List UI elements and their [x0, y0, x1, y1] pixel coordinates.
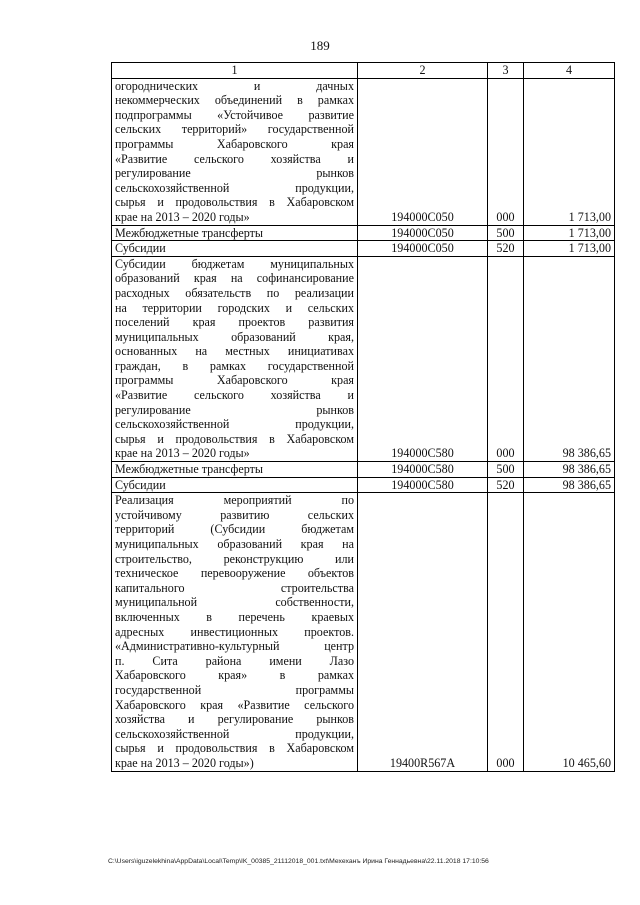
expense-name-line: на территории городских и сельских: [115, 300, 354, 315]
expense-name-line: сельскохозяйственной продукции,: [115, 417, 354, 432]
amount-cell: 1 713,00: [524, 225, 615, 241]
table-row: [112, 493, 615, 771]
expense-name-line: Межбюджетные трансферты: [115, 225, 264, 240]
table-row: [112, 462, 615, 478]
amount-cell: 98 386,65: [524, 462, 615, 478]
expense-name-line: граждан, в рамках государственной: [115, 358, 354, 373]
expense-name-line: Субсидии: [115, 241, 166, 256]
file-path-footer: C:\Users\iguzelekhina\AppData\Local\Temp\IK_00385_21112018_001.txt\Мехеханъ Ирина Геннадьевна\22.11.2018 17:10:56: [108, 858, 489, 865]
expense-name-line: Хабаровского края» в рамках: [115, 668, 354, 683]
expense-name-cell: [112, 225, 358, 241]
expense-name-line: Субсидии бюджетам муниципальных: [115, 256, 354, 271]
expense-name-line: подпрограммы «Устойчивое развитие: [115, 107, 354, 122]
expense-name-line: программы Хабаровского края: [115, 373, 354, 388]
expense-type-cell: 000: [488, 78, 524, 225]
expense-name-line: муниципальной собственности,: [115, 595, 354, 610]
column-header: 4: [524, 63, 615, 79]
target-article-cell: 19400R567A: [358, 493, 488, 771]
expense-name-line: крае на 2013 – 2020 годы»): [115, 755, 254, 770]
target-article-cell: 194000С050: [358, 241, 488, 257]
expense-type-cell: 000: [488, 493, 524, 771]
page-number: 189: [310, 38, 330, 53]
target-article-cell: 194000С580: [358, 477, 488, 493]
expense-name-cell: [112, 477, 358, 493]
expense-name-line: капитального строительства: [115, 580, 354, 595]
expense-name-line: «Развитие сельского хозяйства и: [115, 151, 354, 166]
amount-cell: 1 713,00: [524, 78, 615, 225]
expense-name-line: «Административно-культурный центр: [115, 639, 354, 654]
expense-name-line: сырья и продовольствия в Хабаровском: [115, 431, 354, 446]
table-row: [112, 241, 615, 257]
target-article-cell: 194000С050: [358, 78, 488, 225]
expense-name-line: строительство, реконструкцию или: [115, 551, 354, 566]
column-header: 2: [358, 63, 488, 79]
expense-name-line: техническое перевооружение объектов: [115, 566, 354, 581]
expense-type-cell: 500: [488, 225, 524, 241]
expense-name-line: основанных на местных инициативах: [115, 344, 354, 359]
expense-name-line: адресных инвестиционных проектов.: [115, 624, 354, 639]
expense-name-line: расходных обязательств по реализации: [115, 285, 354, 300]
expense-name-line: Хабаровского края «Развитие сельского: [115, 697, 354, 712]
expense-name-line: Субсидии: [115, 477, 166, 492]
expense-name-line: п. Сита района имени Лазо: [115, 653, 354, 668]
amount-cell: 1 713,00: [524, 241, 615, 257]
table-row: [112, 256, 615, 461]
expense-name-line: регулирование рынков: [115, 402, 354, 417]
expense-name-line: муниципальных образований края на: [115, 537, 354, 551]
expense-name-line: огороднических и дачных: [115, 78, 354, 93]
expense-name-line: крае на 2013 – 2020 годы»: [115, 446, 250, 461]
expense-type-cell: 500: [488, 462, 524, 478]
expense-name-line: муниципальных образований края,: [115, 329, 354, 344]
target-article-cell: 194000С580: [358, 462, 488, 478]
expense-name-line: «Развитие сельского хозяйства и: [115, 388, 354, 403]
expense-name-line: хозяйства и регулирование рынков: [115, 712, 354, 727]
expense-name-cell: [112, 256, 358, 461]
expense-name-cell: [112, 78, 358, 225]
expense-name-line: государственной программы: [115, 682, 354, 697]
expense-name-line: сырья и продовольствия в Хабаровском: [115, 195, 354, 210]
expense-type-cell: 520: [488, 477, 524, 493]
table-header-row: [112, 63, 615, 79]
expense-name-line: сельскохозяйственной продукции,: [115, 726, 354, 741]
expense-name-line: крае на 2013 – 2020 годы»: [115, 209, 250, 224]
amount-cell: 98 386,65: [524, 256, 615, 461]
expense-name-line: сельских территорий» государственной: [115, 122, 354, 137]
table-row: [112, 225, 615, 241]
target-article-cell: 194000С580: [358, 256, 488, 461]
expense-type-cell: 520: [488, 241, 524, 257]
expense-name-cell: [112, 462, 358, 478]
expense-type-cell: 000: [488, 256, 524, 461]
column-header: 3: [488, 63, 524, 79]
expense-name-line: сырья и продовольствия в Хабаровском: [115, 741, 354, 756]
budget-table: [111, 62, 615, 772]
table-row: [112, 477, 615, 493]
expense-name-line: территорий (Субсидии бюджетам: [115, 522, 354, 537]
expense-name-line: Межбюджетные трансферты: [115, 462, 264, 477]
expense-name-line: регулирование рынков: [115, 166, 354, 181]
expense-name-line: образований края на софинансирование: [115, 271, 354, 286]
expense-name-line: устойчивому развитию сельских: [115, 507, 354, 522]
amount-cell: 98 386,65: [524, 477, 615, 493]
amount-cell: 10 465,60: [524, 493, 615, 771]
expense-name-line: сельскохозяйственной продукции,: [115, 180, 354, 195]
expense-name-line: включенных в перечень краевых: [115, 609, 354, 624]
expense-name-line: программы Хабаровского края: [115, 136, 354, 151]
expense-name-line: некоммерческих объединений в рамках: [115, 93, 354, 108]
target-article-cell: 194000С050: [358, 225, 488, 241]
column-header: 1: [112, 63, 358, 79]
expense-name-line: Реализация мероприятий по: [115, 493, 354, 508]
table-row: [112, 78, 615, 225]
expense-name-line: поселений края проектов развития: [115, 315, 354, 330]
expense-name-cell: [112, 241, 358, 257]
expense-name-cell: [112, 493, 358, 771]
